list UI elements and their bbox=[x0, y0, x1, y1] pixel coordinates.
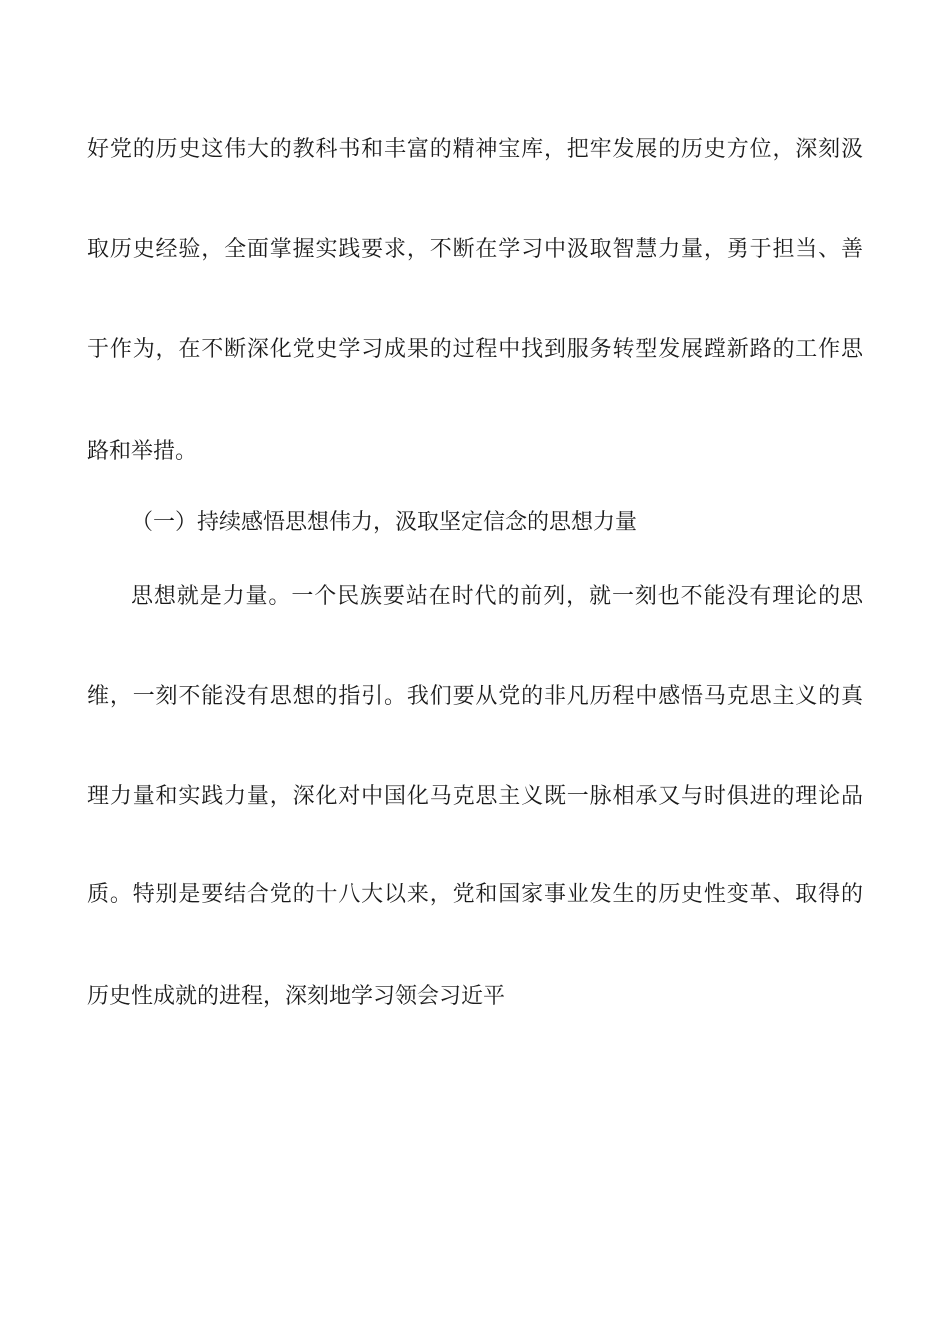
paragraph-line: 路和举措。 bbox=[87, 438, 198, 463]
paragraph-line: 理力量和实践力量，深化对中国化马克思主义既一脉相承又与时俱进的理论品 bbox=[87, 783, 863, 808]
paragraph-line: 好党的历史这伟大的教科书和丰富的精神宝库，把牢发展的历史方位，深刻汲 bbox=[87, 136, 863, 161]
paragraph-line: 质。特别是要结合党的十八大以来，党和国家事业发生的历史性变革、取得的 bbox=[87, 881, 863, 906]
paragraph-line: 取历史经验，全面掌握实践要求，不断在学习中汲取智慧力量，勇于担当、善 bbox=[87, 236, 863, 261]
paragraph-line: 思想就是力量。一个民族要站在时代的前列，就一刻也不能没有理论的思 bbox=[131, 583, 863, 608]
paragraph-line: 历史性成就的进程，深刻地学习领会习近平 bbox=[87, 983, 506, 1008]
paragraph-line: 于作为，在不断深化党史学习成果的过程中找到服务转型发展蹚新路的工作思 bbox=[87, 336, 863, 361]
section-heading: （一）持续感悟思想伟力，汲取坚定信念的思想力量 bbox=[131, 509, 638, 534]
paragraph-line: 维，一刻不能没有思想的指引。我们要从党的非凡历程中感悟马克思主义的真 bbox=[87, 683, 863, 708]
